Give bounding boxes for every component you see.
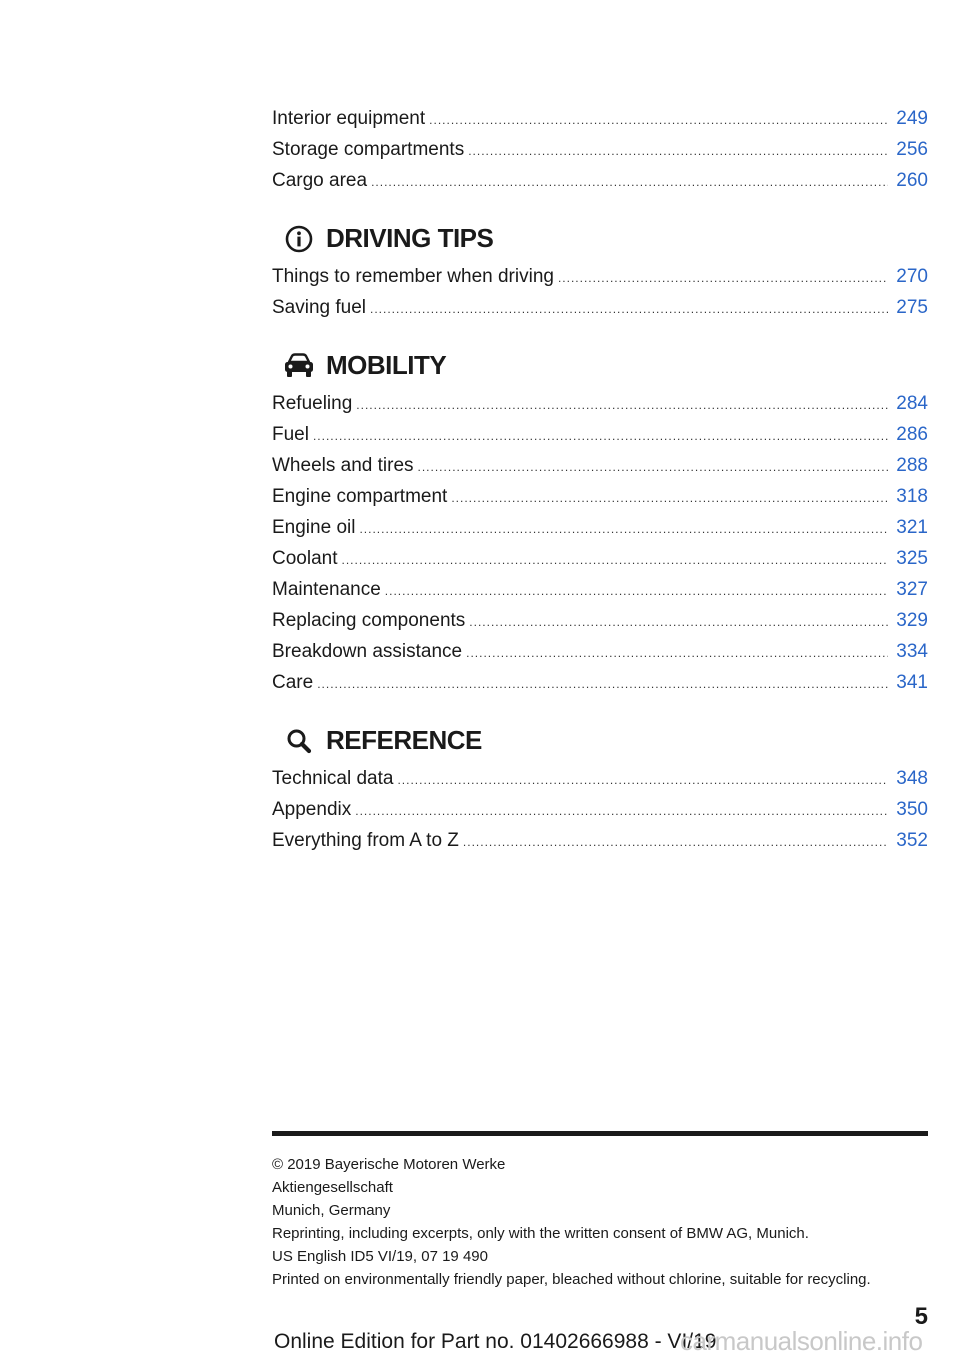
company-line: Aktiengesellschaft xyxy=(272,1179,393,1196)
toc-entry-care[interactable] xyxy=(272,667,928,698)
leader-dots xyxy=(466,638,888,669)
reprint-notice: Reprinting, including excerpts, only with the written consent of BMW AG, Munich. xyxy=(272,1225,809,1242)
toc-entry-label: Replacing components xyxy=(272,610,466,631)
toc-entry-engine-compartment[interactable] xyxy=(272,481,928,512)
leader-dots xyxy=(317,669,888,700)
info-icon xyxy=(272,224,326,254)
toc-page-link[interactable]: 284 xyxy=(896,393,928,414)
location-line: Munich, Germany xyxy=(272,1202,391,1219)
toc-entry-coolant[interactable] xyxy=(272,543,928,574)
toc-entry-label: Engine oil xyxy=(272,517,356,538)
toc-page-link[interactable]: 321 xyxy=(896,517,928,538)
toc-entry-technical-data[interactable] xyxy=(272,763,928,794)
toc-page-link[interactable]: 329 xyxy=(896,610,928,631)
leader-dots xyxy=(463,827,888,858)
toc-entry-storage-compartments[interactable] xyxy=(272,134,928,165)
toc-page-link[interactable]: 350 xyxy=(896,799,928,820)
leader-dots xyxy=(355,796,888,827)
toc-entry-label: Breakdown assistance xyxy=(272,641,463,662)
table-of-contents xyxy=(272,103,928,856)
toc-entry-cargo-area[interactable] xyxy=(272,165,928,196)
toc-page-link[interactable]: 249 xyxy=(896,108,928,129)
toc-entry-label: Everything from A to Z xyxy=(272,830,459,851)
leader-dots xyxy=(342,545,889,576)
toc-entry-things-to-remember[interactable] xyxy=(272,261,928,292)
toc-entry-label: Coolant xyxy=(272,548,338,569)
toc-entry-refueling[interactable] xyxy=(272,388,928,419)
toc-entry-breakdown-assistance[interactable] xyxy=(272,636,928,667)
toc-entry-label: Care xyxy=(272,672,314,693)
toc-entry-everything-a-to-z[interactable] xyxy=(272,825,928,856)
toc-page-link[interactable]: 325 xyxy=(896,548,928,569)
section-heading-driving-tips xyxy=(272,220,928,257)
leader-dots xyxy=(313,421,888,452)
imprint-footer xyxy=(272,1131,928,1291)
section-title: DRIVING TIPS xyxy=(326,223,494,253)
toc-entry-label: Technical data xyxy=(272,768,394,789)
toc-entry-engine-oil[interactable] xyxy=(272,512,928,543)
toc-entry-fuel[interactable] xyxy=(272,419,928,450)
leader-dots xyxy=(385,576,888,607)
leader-dots xyxy=(468,136,888,167)
watermark: carmanualsonline.info xyxy=(680,1326,923,1356)
toc-entry-label: Cargo area xyxy=(272,170,368,191)
toc-entry-label: Storage compartments xyxy=(272,139,465,160)
toc-page-link[interactable]: 256 xyxy=(896,139,928,160)
leader-dots xyxy=(356,390,888,421)
toc-entry-label: Appendix xyxy=(272,799,352,820)
toc-page-link[interactable]: 275 xyxy=(896,297,928,318)
search-icon xyxy=(272,726,326,756)
toc-entry-label: Saving fuel xyxy=(272,297,367,318)
toc-entry-interior-equipment[interactable] xyxy=(272,103,928,134)
toc-entry-replacing-components[interactable] xyxy=(272,605,928,636)
toc-entry-saving-fuel[interactable] xyxy=(272,292,928,323)
toc-page-link[interactable]: 352 xyxy=(896,830,928,851)
leader-dots xyxy=(429,105,888,136)
toc-page-link[interactable]: 327 xyxy=(896,579,928,600)
toc-entry-label: Refueling xyxy=(272,393,353,414)
toc-page-link[interactable]: 288 xyxy=(896,455,928,476)
leader-dots xyxy=(397,765,888,796)
leader-dots xyxy=(451,483,888,514)
leader-dots xyxy=(469,607,888,638)
toc-page-link[interactable]: 318 xyxy=(896,486,928,507)
leader-dots xyxy=(371,167,888,198)
toc-entry-label: Engine compartment xyxy=(272,486,448,507)
toc-entry-label: Fuel xyxy=(272,424,309,445)
section-title: MOBILITY xyxy=(326,350,447,380)
toc-page-link[interactable]: 348 xyxy=(896,768,928,789)
leader-dots xyxy=(370,294,888,325)
toc-entry-label: Interior equipment xyxy=(272,108,426,129)
toc-entry-maintenance[interactable] xyxy=(272,574,928,605)
online-edition-text: Online Edition for Part no. 01402666988 - VI/19 xyxy=(274,1330,717,1353)
car-icon xyxy=(272,352,326,380)
page-number: 5 xyxy=(914,1303,928,1330)
copyright-line: © 2019 Bayerische Motoren Werke xyxy=(272,1156,506,1173)
paper-notice: Printed on environmentally friendly paper, bleached without chlorine, suitable for recycling. xyxy=(272,1271,871,1288)
toc-entry-label: Things to remember when driving xyxy=(272,266,554,287)
toc-entry-label: Wheels and tires xyxy=(272,455,414,476)
leader-dots xyxy=(359,514,888,545)
toc-entry-label: Maintenance xyxy=(272,579,381,600)
toc-page-link[interactable]: 341 xyxy=(896,672,928,693)
footer-divider xyxy=(272,1131,928,1136)
toc-page-link[interactable]: 334 xyxy=(896,641,928,662)
toc-entry-appendix[interactable] xyxy=(272,794,928,825)
toc-page-link[interactable]: 270 xyxy=(896,266,928,287)
edition-id: US English ID5 VI/19, 07 19 490 xyxy=(272,1248,488,1265)
section-title: REFERENCE xyxy=(326,725,482,755)
toc-page-link[interactable]: 286 xyxy=(896,424,928,445)
leader-dots xyxy=(558,263,888,294)
toc-entry-wheels-and-tires[interactable] xyxy=(272,450,928,481)
section-heading-reference xyxy=(272,722,928,759)
leader-dots xyxy=(418,452,888,483)
section-heading-mobility xyxy=(272,347,928,384)
toc-page-link[interactable]: 260 xyxy=(896,170,928,191)
